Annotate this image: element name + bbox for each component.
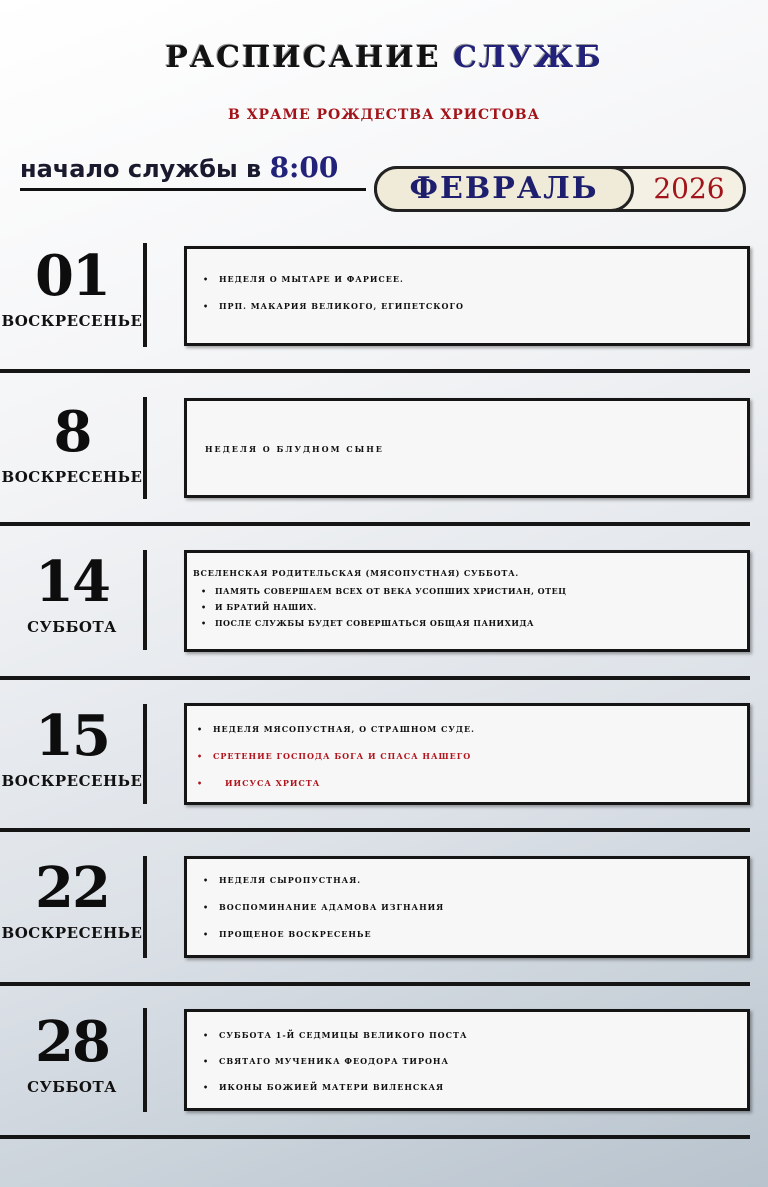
entry-headline: ВСЕЛЕНСКАЯ РОДИТЕЛЬСКАЯ (МЯСОПУСТНАЯ) СУББОТА.	[193, 568, 519, 578]
date-divider	[143, 397, 147, 499]
entry-item: • ПРП. МАКАРИЯ ВЕЛИКОГО, ЕГИПЕТСКОГО	[193, 293, 747, 320]
entry-item: • НЕДЕЛЯ О МЫТАРЕ И ФАРИСЕЕ.	[193, 266, 747, 293]
page-title	[0, 28, 768, 88]
weekday-label: СУББОТА	[27, 618, 117, 636]
start-time: 8:00	[269, 151, 339, 184]
date-cell	[0, 549, 144, 636]
date-cell	[0, 703, 144, 790]
entry-item: • ПРОЩЕНОЕ ВОСКРЕСЕНЬЕ	[193, 921, 747, 948]
entry-item: • СУББОТА 1-Й СЕДМИЦЫ ВЕЛИКОГО ПОСТА	[193, 1022, 747, 1048]
entry-item: • НЕДЕЛЯ СЫРОПУСТНАЯ.	[193, 867, 747, 894]
weekday-label: ВОСКРЕСЕНЬЕ	[1, 312, 143, 330]
day-number: 14	[35, 549, 109, 615]
weekday-label: ВОСКРЕСЕНЬЕ	[1, 924, 143, 942]
start-label: начало службы в	[20, 155, 262, 183]
month-label: ФЕВРАЛЬ	[374, 166, 634, 212]
day-number: 15	[35, 703, 109, 769]
entry-box	[184, 856, 750, 958]
entry-box	[184, 1009, 750, 1111]
month-year-badge	[374, 166, 746, 212]
weekday-label: СУББОТА	[27, 1078, 117, 1096]
section-divider	[0, 369, 750, 373]
entry-item: • ПОСЛЕ СЛУЖБЫ БУДЕТ СОВЕРШАТЬСЯ ОБЩАЯ ПАНИХИДА	[187, 615, 747, 631]
date-cell	[0, 399, 144, 486]
section-divider	[0, 522, 750, 526]
weekday-label: ВОСКРЕСЕНЬЕ	[1, 468, 143, 486]
date-divider	[143, 1008, 147, 1112]
entry-item: • ВОСПОМИНАНИЕ АДАМОВА ИЗГНАНИЯ	[193, 894, 747, 921]
date-cell	[0, 243, 144, 330]
weekday-label: ВОСКРЕСЕНЬЕ	[1, 772, 143, 790]
entry-box	[184, 550, 750, 652]
entry-item-continuation: • И БРАТИЙ НАШИХ.	[187, 599, 747, 615]
entry-item: • НЕДЕЛЯ МЯСОПУСТНАЯ, О СТРАШНОМ СУДЕ.	[187, 716, 747, 743]
day-number: 28	[35, 1009, 109, 1075]
date-divider	[143, 856, 147, 958]
entry-item: НЕДЕЛЯ О БЛУДНОМ СЫНЕ	[205, 444, 384, 454]
entry-item-feast: • СРЕТЕНИЕ ГОСПОДА БОГА И СПАСА НАШЕГО	[187, 743, 747, 770]
section-divider	[0, 1135, 750, 1139]
day-number: 8	[53, 399, 91, 465]
date-divider	[143, 550, 147, 650]
year-label: 2026	[653, 172, 725, 205]
entry-item-feast-continuation: • ИИСУСА ХРИСТА	[187, 770, 747, 797]
entry-box	[184, 398, 750, 498]
day-number: 01	[35, 243, 109, 309]
section-divider	[0, 982, 750, 986]
date-cell	[0, 855, 144, 942]
entry-item: • СВЯТАГО МУЧЕНИКА ФЕОДОРА ТИРОНА	[193, 1048, 747, 1074]
section-divider	[0, 676, 750, 680]
title-word-services: СЛУЖБ	[453, 40, 603, 75]
title-word-schedule: РАСПИСАНИЕ	[165, 40, 441, 75]
page-subtitle: В ХРАМЕ РОЖДЕСТВА ХРИСТОВА	[227, 107, 541, 123]
entry-box	[184, 246, 750, 346]
date-divider	[143, 243, 147, 347]
entry-box	[184, 703, 750, 805]
date-cell	[0, 1009, 144, 1096]
day-number: 22	[35, 855, 109, 921]
date-divider	[143, 704, 147, 804]
entry-item: • ИКОНЫ БОЖИЕЙ МАТЕРИ ВИЛЕНСКАЯ	[193, 1074, 747, 1100]
entry-item: • ПАМЯТЬ СОВЕРШАЕМ ВСЕХ ОТ ВЕКА УСОПШИХ ХРИСТИАН, ОТЕЦ	[187, 583, 747, 599]
start-underline	[20, 188, 366, 191]
service-start-info	[20, 148, 338, 188]
section-divider	[0, 828, 750, 832]
